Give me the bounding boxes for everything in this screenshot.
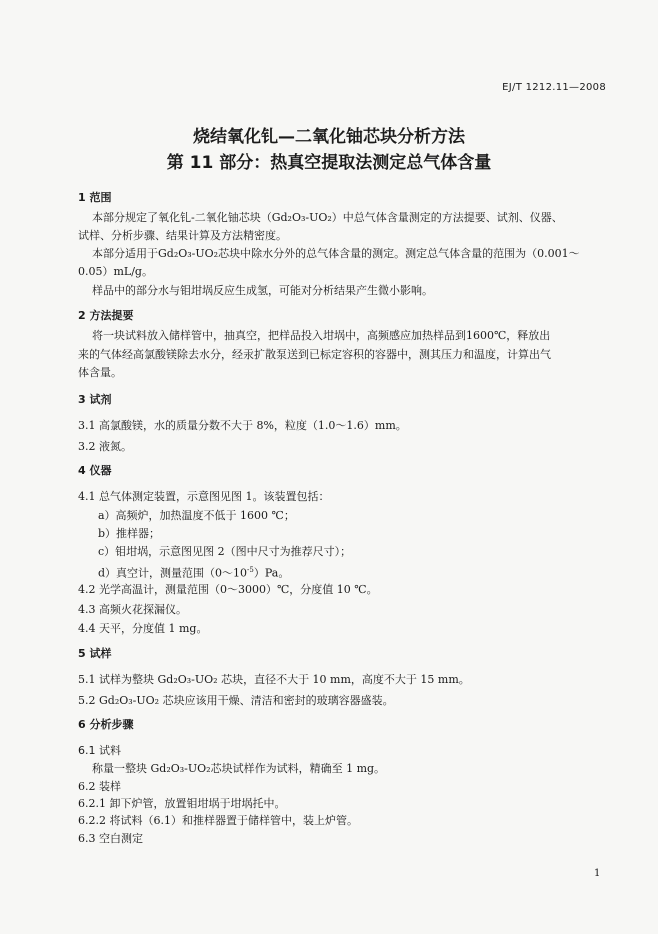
- section-1-paragraph-2a: 本部分适用于Gd₂O₃-UO₂芯块中除水分外的总气体含量的测定。测定总气体含量的范围为（0.001～: [92, 247, 580, 260]
- section-5-heading: 5 试样: [78, 647, 112, 660]
- heading-6-3: 6.3 空白测定: [78, 832, 143, 845]
- section-1-paragraph-1b: 试样、分析步骤、结果计算及方法精密度。: [78, 229, 287, 242]
- section-2-paragraph-a: 将一块试料放入储样管中，抽真空，把样品投入坩埚中，高频感应加热样品到1600℃，释放出: [92, 329, 551, 342]
- item-4-1-b: b）推样器；: [98, 527, 161, 540]
- section-6-heading: 6 分析步骤: [78, 718, 134, 731]
- section-2-heading: 2 方法提要: [78, 309, 134, 322]
- item-6-2-2: 6.2.2 将试料（6.1）和推样器置于储样管中，装上炉管。: [78, 814, 358, 827]
- item-4-1-d-exponent: -5: [247, 566, 254, 574]
- item-4-1: 4.1 总气体测定装置，示意图见图 1。该装置包括：: [78, 490, 330, 503]
- item-4-2: 4.2 光学高温计，测量范围（0～3000）℃，分度值 10 ℃。: [78, 583, 378, 596]
- item-3-1: 3.1 高氯酸镁，水的质量分数不大于 8%，粒度（1.0～1.6）mm。: [78, 419, 407, 432]
- section-2-paragraph-b: 来的气体经高氯酸镁除去水分，经汞扩散泵送到已标定容积的容器中，测其压力和温度，计算出气: [78, 348, 551, 361]
- paragraph-6-1: 称量一整块 Gd₂O₃-UO₂芯块试样作为试料，精确至 1 mg。: [92, 762, 386, 775]
- section-1-paragraph-2b: 0.05）mL/g。: [78, 265, 153, 278]
- page-number: 1: [594, 868, 601, 879]
- section-4-heading: 4 仪器: [78, 464, 112, 477]
- standard-number: EJ/T 1212.11—2008: [502, 82, 606, 93]
- item-4-1-d: [98, 563, 638, 581]
- item-3-2: 3.2 液氮。: [78, 440, 132, 453]
- item-4-1-a: a）高频炉，加热温度不低于 1600 ℃；: [98, 509, 295, 522]
- section-2-paragraph-c: 体含量。: [78, 366, 122, 379]
- item-5-2: 5.2 Gd₂O₃-UO₂ 芯块应该用干燥、清洁和密封的玻璃容器盛装。: [78, 694, 394, 707]
- heading-6-1: 6.1 试料: [78, 744, 121, 757]
- section-3-heading: 3 试剂: [78, 393, 112, 406]
- item-5-1: 5.1 试样为整块 Gd₂O₃-UO₂ 芯块，直径不大于 10 mm，高度不大于 15 mm。: [78, 673, 470, 686]
- section-1-heading: 1 范围: [78, 191, 112, 204]
- heading-6-2: 6.2 装样: [78, 780, 121, 793]
- item-4-1-c: c）钼坩埚，示意图见图 2（图中尺寸为推荐尺寸）；: [98, 545, 352, 558]
- item-4-3: 4.3 高频火花探漏仪。: [78, 603, 187, 616]
- item-4-4: 4.4 天平，分度值 1 mg。: [78, 622, 208, 635]
- item-4-1-d-unit: ）Pa。: [253, 566, 290, 580]
- section-1-paragraph-1a: 本部分规定了氧化钆-二氧化铀芯块（Gd₂O₃-UO₂）中总气体含量测定的方法提要、试剂、仪器、: [92, 211, 563, 224]
- section-1-paragraph-3: 样品中的部分水与钼坩埚反应生成氢，可能对分析结果产生微小影响。: [92, 284, 433, 297]
- document-title: 烧结氧化钆—二氧化铀芯块分析方法: [193, 127, 465, 147]
- item-6-2-1: 6.2.1 卸下炉管，放置钼坩埚于坩埚托中。: [78, 797, 286, 810]
- document-subtitle: 第 11 部分：热真空提取法测定总气体含量: [166, 153, 492, 173]
- item-4-1-d-text: d）真空计，测量范围（0～10: [98, 566, 248, 580]
